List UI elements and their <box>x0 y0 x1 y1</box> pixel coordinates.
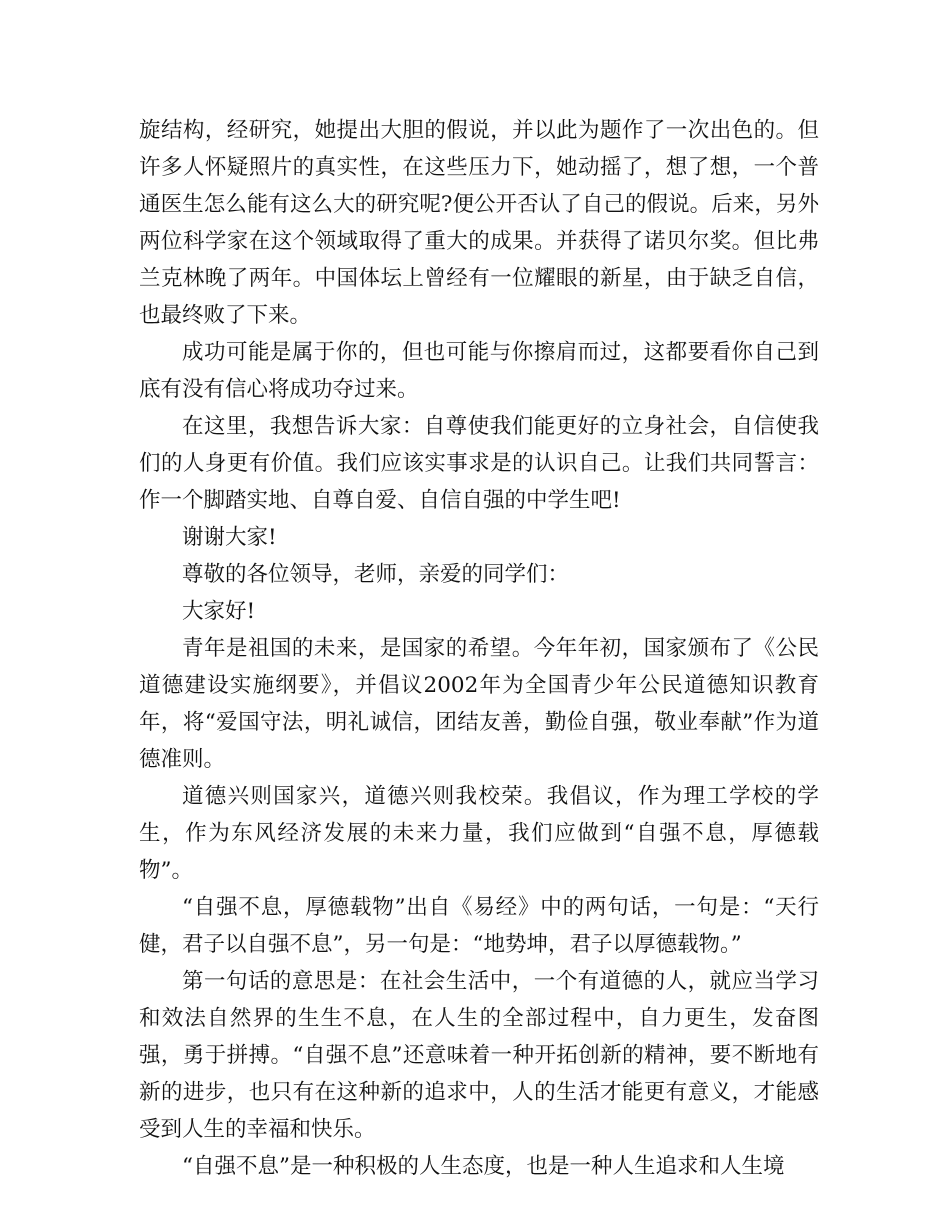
paragraph-11: “自强不息”是一种积极的人生态度，也是一种人生追求和人生境 <box>182 1154 785 1179</box>
paragraph-8: 道德兴则国家兴，道德兴则我校荣。我倡议，作为理工学校的学生，作为东风经济发展的未来力量，我们应做到“自强不息，厚德载物”。 <box>139 784 819 883</box>
paragraph-4: 谢谢大家! <box>182 525 277 550</box>
paragraph-3: 在这里，我想告诉大家：自尊使我们能更好的立身社会，自信使我们的人身更有价值。我们应该实事求是的认识自己。让我们共同誓言：作一个脚踏实地、自尊自爱、自信自强的中学生吧! <box>139 414 819 513</box>
paragraph-2: 成功可能是属于你的，但也可能与你擦肩而过，这都要看你自己到底有没有信心将成功夺过来。 <box>139 340 819 402</box>
paragraph-5: 尊敬的各位领导，老师，亲爱的同学们： <box>182 562 570 587</box>
paragraph-7: 青年是祖国的未来，是国家的希望。今年年初，国家颁布了《公民道德建设实施纲要》，并倡议2002年为全国青少年公民道德知识教育年，将“爱国守法，明礼诚信，团结友善，勤俭自强，敬业奉献”作为道德准则。 <box>139 636 819 772</box>
paragraph-10: 第一句话的意思是：在社会生活中，一个有道德的人，就应当学习和效法自然界的生生不息，在人生的全部过程中，自力更生，发奋图强，勇于拼搏。“自强不息”还意味着一种开拓创新的精神，要不断地有新的进步，也只有在这种新的追求中，人的生活才能更有意义，才能感受到人生的幸福和快乐。 <box>139 969 819 1142</box>
paragraph-9: “自强不息，厚德载物”出自《易经》中的两句话，一句是：“天行健，君子以自强不息”，另一句是：“地势坤，君子以厚德载物。” <box>139 895 819 957</box>
paragraph-6: 大家好! <box>182 599 256 624</box>
document-body <box>139 112 819 1185</box>
paragraph-1: 旋结构，经研究，她提出大胆的假说，并以此为题作了一次出色的。但许多人怀疑照片的真实性，在这些压力下，她动摇了，想了想，一个普通医生怎么能有这么大的研究呢?便公开否认了自己的假说。后来，另外两位科学家在这个领域取得了重大的成果。并获得了诺贝尔奖。但比弗兰克林晚了两年。中国体坛上曾经有一位耀眼的新星，由于缺乏自信，也最终败了下来。 <box>139 118 819 328</box>
